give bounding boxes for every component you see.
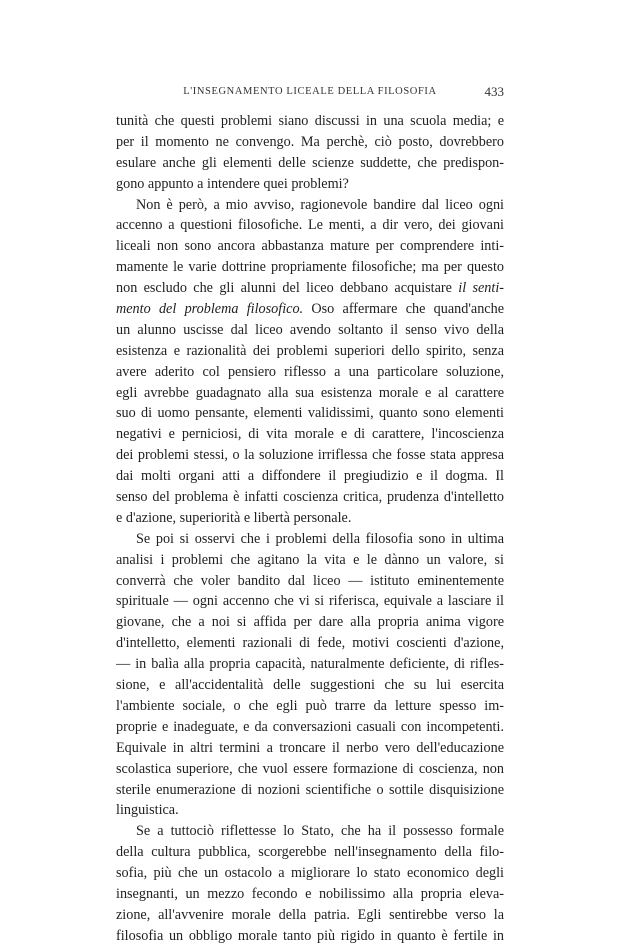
text-line: dei problemi stessi, o la soluzione irriflessa che fosse stata appresa xyxy=(116,447,504,464)
page-number: 433 xyxy=(484,84,504,99)
text-line: linguistica. xyxy=(116,802,179,819)
text-line: Equivale in altri termini a troncare il nerbo vero dell'educazione xyxy=(116,739,504,756)
text-line: della cultura pubblica, scorgerebbe nell'insegnamento della filo- xyxy=(116,844,504,861)
text-line: giovane, che a noi si affida per dare alla propria anima vigore xyxy=(116,614,504,631)
text-line: esulare anche gli elementi delle scienze suddette, che predispon- xyxy=(116,154,504,171)
text-line: proprie e inadeguate, e da conversazioni casuali con incompetenti. xyxy=(116,718,504,735)
text-line: sione, e all'accidentalità delle suggestioni che su lui esercita xyxy=(116,677,504,694)
text-line: zione, all'avvenire morale della patria. Egli sentirebbe verso la xyxy=(116,906,504,923)
text-segment: non escludo che gli alunni del liceo debbano acquistare xyxy=(116,280,459,297)
text-line: Se poi si osservi che i problemi della filosofia sono in ultima xyxy=(136,530,504,547)
body-text xyxy=(116,111,504,947)
text-line: un alunno uscisse dal liceo avendo soltanto il senso vivo della xyxy=(116,321,504,338)
text-line: l'ambiente sociale, o che egli può trarre da letture spesso im- xyxy=(116,697,504,714)
text-line: mamente le varie dottrine propriamente filosofiche; ma per questo xyxy=(116,259,504,276)
text-line: e d'azione, superiorità e libertà personale. xyxy=(116,509,352,526)
text-line: sterile enumerazione di nozioni scientifiche o sottile disquisizione xyxy=(116,781,504,798)
text-line: analisi i problemi che agitano la vita e le dànno un valore, si xyxy=(116,551,504,568)
text-line: Non è però, a mio avviso, ragionevole bandire dal liceo ogni xyxy=(136,196,504,213)
text-line: tunità che questi problemi siano discussi in una scuola media; e xyxy=(116,113,504,129)
text-line: per il momento ne convengo. Ma perchè, ciò posto, dovrebbero xyxy=(116,133,504,150)
text-line: dai molti organi atti a diffondere il pregiudizio e il dogma. Il xyxy=(116,468,504,485)
text-line: senso del problema è infatti coscienza critica, prudenza d'intelletto xyxy=(116,489,504,506)
text-line: insegnanti, un mezzo fecondo e nobilissimo alla propria eleva- xyxy=(116,885,504,902)
italic-phrase: mento del problema filosofico. xyxy=(116,301,304,318)
text-line: sofia, più che un ostacolo a migliorare lo stato economico degli xyxy=(116,865,504,882)
text-line: negativi e perniciosi, di vita morale e di carattere, l'incoscienza xyxy=(116,426,504,443)
text-line: esistenza e razionalità dei problemi superiori dello spirito, senza xyxy=(116,342,504,359)
running-title: L'INSEGNAMENTO LICEALE DELLA FILOSOFIA xyxy=(183,86,437,97)
italic-phrase: il senti- xyxy=(458,280,504,297)
running-head xyxy=(116,86,504,104)
text-line xyxy=(116,278,504,299)
text-line: Se a tuttociò riflettesse lo Stato, che ha il possesso formale xyxy=(136,823,504,840)
text-line: gono appunto a intendere quei problemi? xyxy=(116,175,349,192)
text-segment: Oso affermare che quand'anche xyxy=(303,301,504,318)
text-line: converrà che voler bandito dal liceo — istituto eminentemente xyxy=(116,572,504,589)
text-line: — in balìa alla propria capacità, naturalmente deficiente, di rifles- xyxy=(116,656,504,673)
text-line: scolastica superiore, che vuol essere formazione di coscienza, non xyxy=(116,760,504,777)
text-line: spirituale — ogni accenno che vi si riferisca, equivale a lasciare il xyxy=(116,593,504,610)
text-line: liceali non sono ancora abbastanza mature per comprendere inti- xyxy=(116,238,504,255)
text-line: accenno a questioni filosofiche. Le menti, a dir vero, dei giovani xyxy=(116,217,504,234)
text-line: avere aderito col pensiero riflesso a una particolare soluzione, xyxy=(116,363,504,380)
text-line: filosofia un obbligo morale tanto più rigido in quanto è fertile in xyxy=(116,927,504,944)
text-line: suo di uomo pensante, elementi validissimi, quanto sono elementi xyxy=(116,405,504,422)
text-line xyxy=(116,299,504,320)
text-line: d'intelletto, elementi razionali di fede, motivi coscienti d'azione, xyxy=(116,635,504,652)
text-line: egli avrebbe guadagnato alla sua esistenza morale e al carattere xyxy=(116,384,504,401)
